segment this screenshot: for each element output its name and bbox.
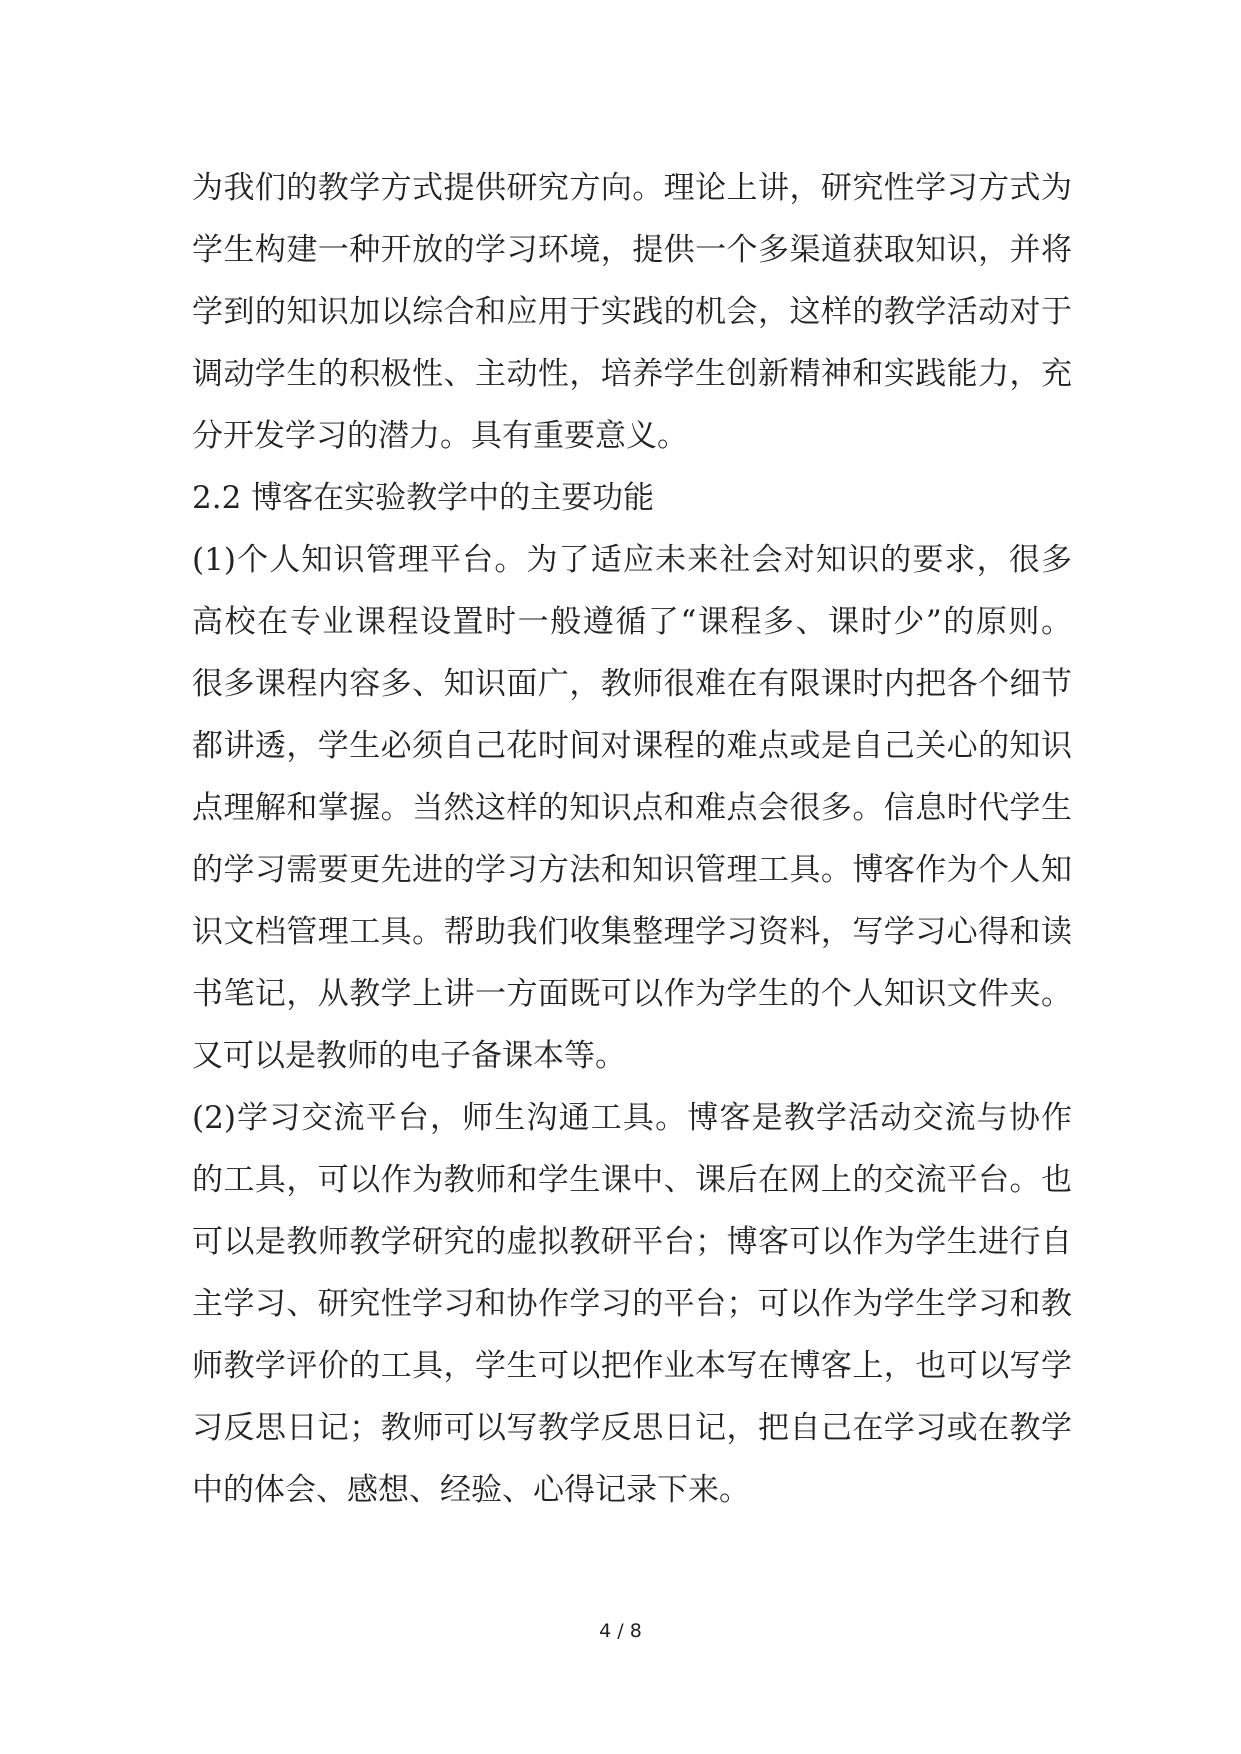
text-line: 高校在专业课程设置时一般遵循了“课程多、课时少”的原则。 (192, 604, 1072, 640)
text-line: (1)个人知识管理平台。为了适应未来社会对知识的要求，很多 (192, 542, 1072, 578)
body-text (192, 157, 1072, 1521)
text-line: 书笔记，从教学上讲一方面既可以作为学生的个人知识文件夹。 (192, 976, 1072, 1012)
text-line: (2)学习交流平台，师生沟通工具。博客是教学活动交流与协作 (192, 1100, 1072, 1136)
text-line: 调动学生的积极性、主动性，培养学生创新精神和实践能力，充 (192, 356, 1072, 392)
text-line: 师教学评价的工具，学生可以把作业本写在博客上，也可以写学 (192, 1348, 1072, 1384)
text-line: 学到的知识加以综合和应用于实践的机会，这样的教学活动对于 (192, 294, 1072, 330)
text-line: 分开发学习的潜力。具有重要意义。 (192, 418, 688, 454)
text-line: 很多课程内容多、知识面广，教师很难在有限课时内把各个细节 (192, 666, 1072, 702)
text-line: 的学习需要更先进的学习方法和知识管理工具。博客作为个人知 (192, 852, 1072, 888)
text-line: 点理解和掌握。当然这样的知识点和难点会很多。信息时代学生 (192, 790, 1072, 826)
text-line: 的工具，可以作为教师和学生课中、课后在网上的交流平台。也 (192, 1162, 1072, 1198)
text-line: 都讲透，学生必须自己花时间对课程的难点或是自己关心的知识 (192, 728, 1072, 764)
text-line: 中的体会、感想、经验、心得记录下来。 (192, 1472, 750, 1508)
text-line: 学生构建一种开放的学习环境，提供一个多渠道获取知识，并将 (192, 232, 1072, 268)
text-line: 为我们的教学方式提供研究方向。理论上讲，研究性学习方式为 (192, 170, 1072, 206)
text-line: 主学习、研究性学习和协作学习的平台；可以作为学生学习和教 (192, 1286, 1072, 1322)
page-number: 4 / 8 (599, 1620, 642, 1642)
text-line: 可以是教师教学研究的虚拟教研平台；博客可以作为学生进行自 (192, 1224, 1072, 1260)
text-line: 习反思日记；教师可以写教学反思日记，把自己在学习或在教学 (192, 1410, 1072, 1446)
text-line: 又可以是教师的电子备课本等。 (192, 1038, 626, 1074)
text-line: 识文档管理工具。帮助我们收集整理学习资料，写学习心得和读 (192, 914, 1072, 950)
text-line: 2.2 博客在实验教学中的主要功能 (192, 480, 655, 516)
